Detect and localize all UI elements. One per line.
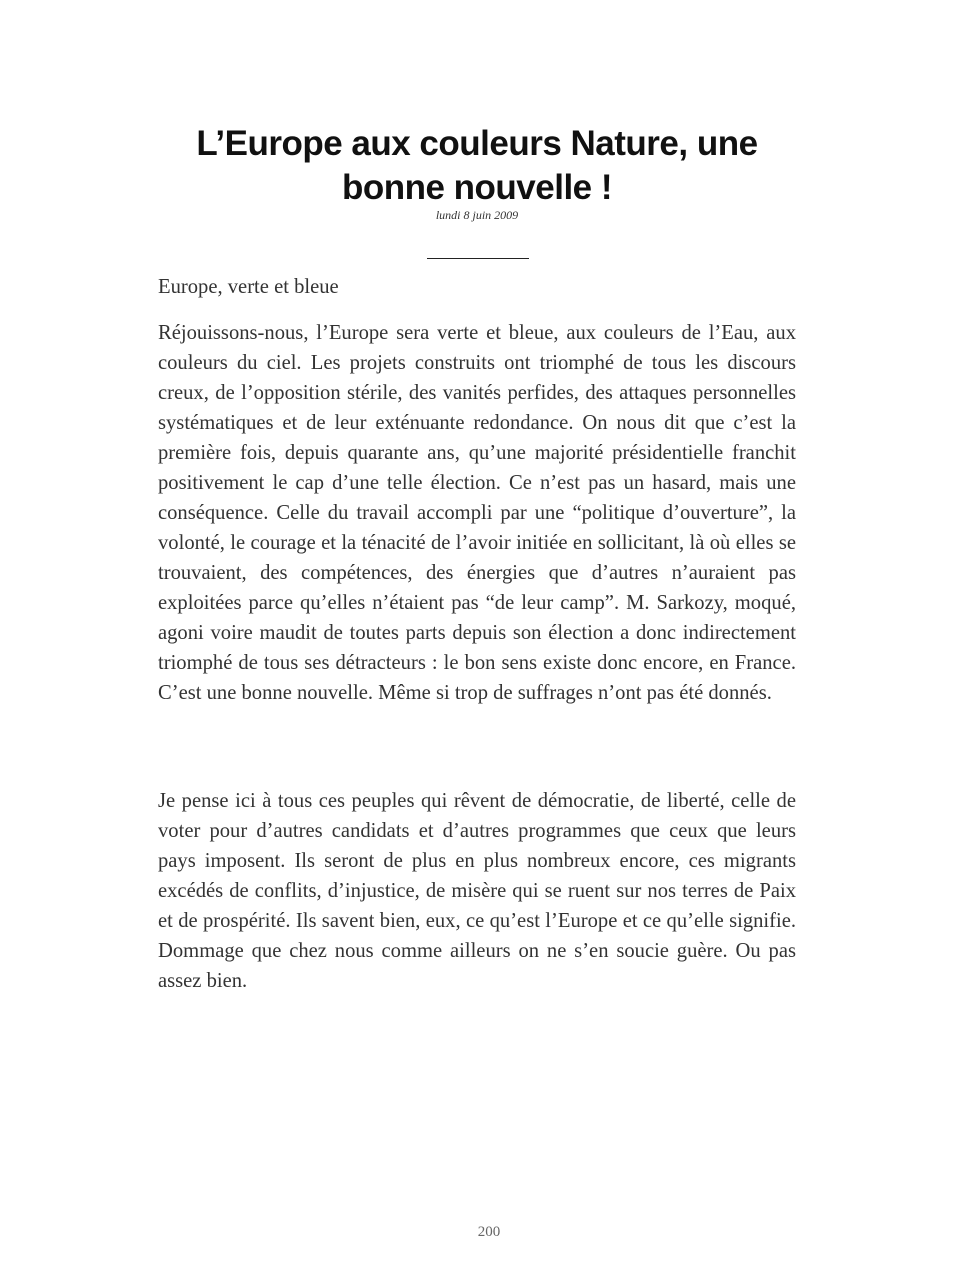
body-paragraph: Réjouissons-nous, l’Europe sera verte et bleue, aux couleurs de l’Eau, aux couleurs du ciel. Les projets construits ont triomphé de tous les discours creux, de l’opposition stérile, des vanités perfides, des attaques personnelles systématiques et de leur exténuante redondance. On nous dit que c’est la première fois, depuis quarante ans, qu’une majorité présidentielle franchit positivement le cap d’une telle élection. Ce n’est pas un hasard, mais une conséquence. Celle du travail accompli par une “politique d’ouverture”, la volonté, le courage et la ténacité de l’avoir initiée en sollicitant, là où elles se trouvaient, des compétences, des énergies que d’autres n’auraient pas exploitées parce qu’elles n’étaient pas “de leur camp”. M. Sarkozy, moqué, agoni voire maudit de toutes parts depuis son élection a donc indirectement triomphé de tous ses détracteurs : le bon sens existe donc encore, en France. C’est une bonne nouvelle. Même si trop de suffrages n’ont pas été donnés. [158, 322, 796, 704]
body-paragraph: Je pense ici à tous ces peuples qui rêvent de démocratie, de liberté, celle de voter pour d’autres candidats et d’autres programmes que ceux que leurs pays imposent. Ils seront de plus en plus nombreux encore, ces migrants excédés de conflits, d’injustice, de misère qui se ruent sur nos terres de Paix et de prospérité. Ils savent bien, eux, ce qu’est l’Europe et ce qu’elle signifie. Dommage que chez nous comme ailleurs on ne s’en soucie guère. Ou pas assez bien. [158, 790, 796, 992]
article-title: L’Europe aux couleurs Nature, une bonne nouvelle ! [196, 124, 758, 207]
article-date: lundi 8 juin 2009 [435, 208, 519, 222]
article-subtitle: Europe, verte et bleue [158, 276, 339, 298]
page-number: 200 [477, 1224, 501, 1240]
title-separator [427, 258, 529, 259]
